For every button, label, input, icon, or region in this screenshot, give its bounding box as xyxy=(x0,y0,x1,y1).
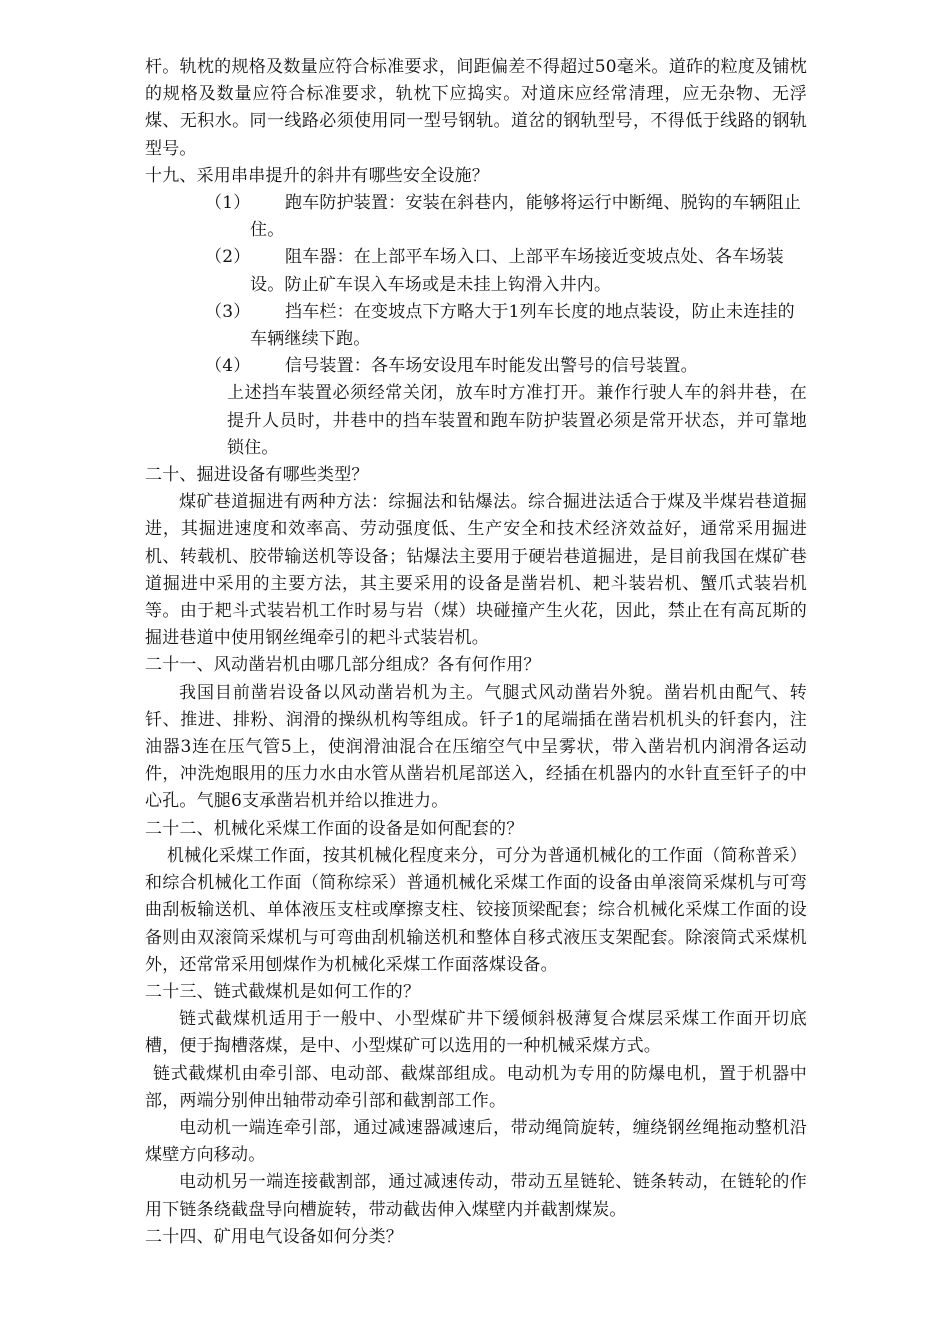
list-item-number: （1） xyxy=(205,193,251,214)
list-item-text: 跑车防护装置：安装在斜巷内，能够将运行中断绳、脱钩的车辆阻止住。 xyxy=(250,193,801,241)
heading-q23: 二十三、链式截煤机是如何工作的？ xyxy=(145,981,421,1002)
paragraph-track-intro: 杆。轨枕的规格及数量应符合标准要求，间距偏差不得超过50毫米。道砟的粒度及铺枕的规格及数量应符合标准要求，轨枕下应捣实。对道床应经常清理，应无杂物、无浮煤、无积水。同一线路必须使用同一型号钢轨。道岔的钢轨型号，不得低于线路的钢轨型号。 xyxy=(145,57,807,159)
paragraph-a23-2: 链式截煤机由牵引部、电动部、截煤部组成。电动机为专用的防爆电机，置于机器中部，两端分别伸出轴带动牵引部和截割部工作。 xyxy=(145,1063,807,1111)
list-item-number: （3） xyxy=(205,301,251,322)
paragraph-q19-note: 上述挡车装置必须经常关闭，放车时方准打开。兼作行驶人车的斜井巷，在提升人员时，井巷中的挡车装置和跑车防护装置必须是常开状态，并可靠地锁住。 xyxy=(227,383,807,458)
paragraph-a22: 机械化采煤工作面，按其机械化程度来分，可分为普通机械化的工作面（简称普采）和综合机械化工作面（简称综采）普通机械化采煤工作面的设备由单滚筒采煤机与可弯曲刮板输送机、单体液压支柱或摩擦支柱、铰接顶梁配套；综合机械化采煤工作面的设备则由双滚筒采煤机与可弯曲刮机输送机和整体自移式液压支架配套。除滚筒式采煤机外，还常常采用刨煤作为机械化采煤工作面落煤设备。 xyxy=(145,845,807,975)
paragraph-a21: 我国目前凿岩设备以风动凿岩机为主。气腿式风动凿岩外貌。凿岩机由配气、转钎、推进、排粉、润滑的操纵机构等组成。钎子1的尾端插在凿岩机机头的钎套内，注油器3连在压气管5上，使润滑油混合在压缩空气中呈雾状，带入凿岩机内润滑各运动件，冲洗炮眼用的压力水由水管从凿岩机尾部送入，经插在机器内的水针直至钎子的中心孔。气腿6支承凿岩机并给以推进力。 xyxy=(145,682,807,812)
paragraph-a23-1: 链式截煤机适用于一般中、小型煤矿井下缓倾斜极薄复合煤层采煤工作面开切底槽，便于掏槽落煤，是中、小型煤矿可以选用的一种机械采煤方式。 xyxy=(145,1009,807,1057)
list-item xyxy=(145,299,807,353)
list-item-number: （4） xyxy=(205,356,251,377)
heading-q21: 二十一、风动凿岩机由哪几部分组成？各有何作用？ xyxy=(145,655,541,676)
heading-q19: 十九、采用串串提升的斜井有哪些安全设施？ xyxy=(145,165,489,186)
heading-q22: 二十二、机械化采煤工作面的设备是如何配套的？ xyxy=(145,818,524,839)
list-item-text: 挡车栏：在变坡点下方略大于1列车长度的地点装设，防止未连挂的车辆继续下跑。 xyxy=(250,301,795,350)
paragraph-a20: 煤矿巷道掘进有两种方法：综掘法和钻爆法。综合掘进法适合于煤及半煤岩巷道掘进，其掘进速度和效率高、劳动强度低、生产安全和技术经济效益好，通常采用掘进机、转载机、胶带输送机等设备；钻爆法主要用于硬岩巷道掘进，是目前我国在煤矿巷道掘进中采用的主要方法，其主要采用的设备是凿岩机、耙斗装岩机、蟹爪式装岩机等。由于耙斗式装岩机工作时易与岩（煤）块碰撞产生火花，因此，禁止在有高瓦斯的掘进巷道中使用钢丝绳牵引的耙斗式装岩机。 xyxy=(145,492,807,649)
heading-q24: 二十四、矿用电气设备如何分类？ xyxy=(145,1226,403,1247)
list-item-text: 阻车器：在上部平车场入口、上部平车场接近变坡点处、各车场装设。防止矿车误入车场或是未挂上钩滑入井内。 xyxy=(250,247,784,295)
list-item-number: （2） xyxy=(205,247,251,268)
list-item xyxy=(145,190,807,244)
heading-q20: 二十、掘进设备有哪些类型？ xyxy=(145,465,369,486)
list-item-text: 信号装置：各车场安设甩车时能发出警号的信号装置。 xyxy=(285,356,698,377)
list-item xyxy=(145,244,807,298)
paragraph-a23-4: 电动机另一端连接截割部，通过减速传动，带动五星链轮、链条转动，在链轮的作用下链条绕截盘导向槽旋转，带动截齿伸入煤壁内并截割煤炭。 xyxy=(145,1172,807,1220)
list-item xyxy=(145,353,807,380)
paragraph-a23-3: 电动机一端连牵引部，通过减速器减速后，带动绳筒旋转，缠绕钢丝绳拖动整机沿煤壁方向移动。 xyxy=(145,1117,807,1166)
document-body xyxy=(145,54,807,1251)
